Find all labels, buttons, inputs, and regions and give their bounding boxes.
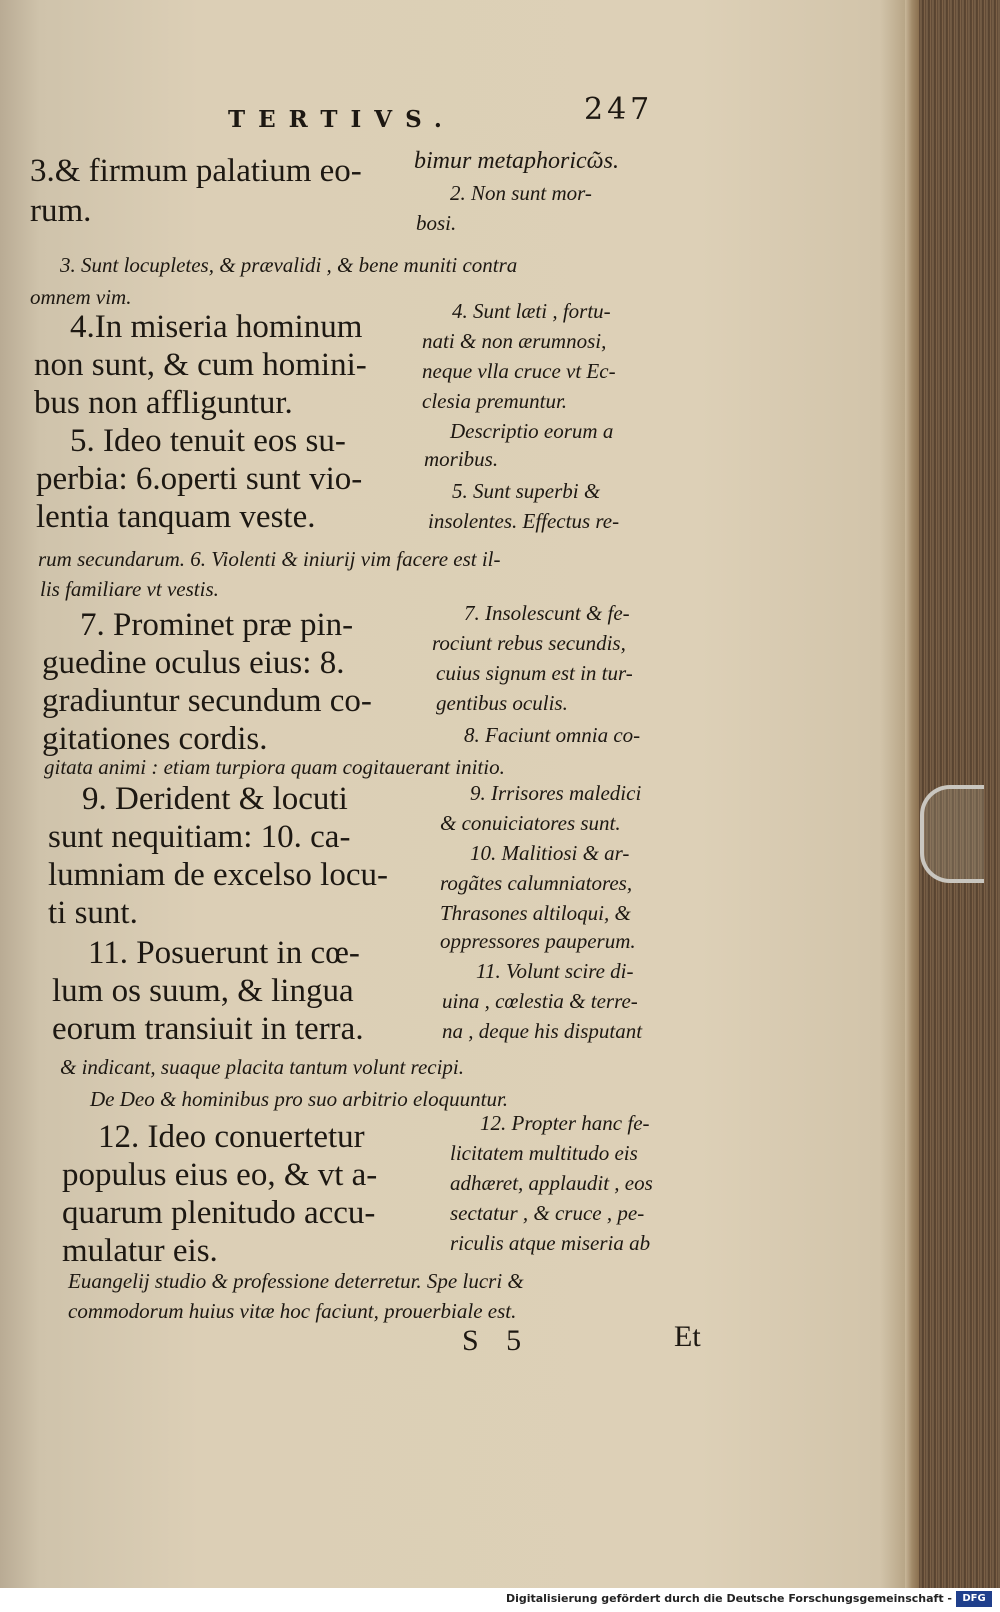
text-line: perbia: 6.operti sunt vio- <box>36 461 363 497</box>
page-edge <box>905 0 919 1588</box>
text-line: sunt nequitiam: 10. ca- <box>48 819 351 855</box>
gloss-line: & conuiciatores sunt. <box>440 811 621 835</box>
text-line: gitationes cordis. <box>42 721 268 757</box>
gloss-line: bosi. <box>416 211 457 235</box>
gloss-line: adhæret, applaudit , eos <box>450 1171 653 1195</box>
text-line: lumniam de excelso locu- <box>48 857 388 893</box>
gloss-line: & indicant, suaque placita tantum volunt recipi. <box>60 1055 465 1079</box>
text-line: lum os suum, & lingua <box>52 973 354 1009</box>
gloss-line: commodorum huius vitæ hoc faciunt, prouerbiale est. <box>68 1299 517 1323</box>
gloss-line: bimur metaphoricῶs. <box>414 148 619 174</box>
gloss-line: na , deque his disputant <box>442 1019 643 1043</box>
gloss-line: gitata animi : etiam turpiora quam cogitauerant initio. <box>44 755 505 779</box>
text-line: lentia tanquam veste. <box>36 499 316 535</box>
gloss-line: cuius signum est in tur- <box>436 661 633 685</box>
text-line: bus non affliguntur. <box>34 385 293 421</box>
text-line: 12. Ideo conuertetur <box>98 1119 365 1155</box>
gloss-line: Euangelij studio & professione deterretur. Spe lucri & <box>68 1269 524 1293</box>
gloss-line: sectatur , & cruce , pe- <box>450 1201 645 1225</box>
signature-mark: S 5 <box>462 1324 522 1357</box>
gloss-line: omnem vim. <box>30 285 132 309</box>
gloss-line: rogãtes calumniatores, <box>440 871 633 895</box>
gloss-line: rociunt rebus secundis, <box>432 631 626 655</box>
gloss-line: 8. Faciunt omnia co- <box>464 723 641 747</box>
page-number: 247 <box>584 92 654 127</box>
text-line: non sunt, & cum homini- <box>34 347 367 383</box>
text-line: quarum plenitudo accu- <box>62 1195 376 1231</box>
text-line: eorum transiuit in terra. <box>52 1011 364 1047</box>
text-line: 7. Prominet præ pin- <box>80 607 354 643</box>
gloss-line: moribus. <box>424 447 499 471</box>
gloss-line: riculis atque miseria ab <box>450 1231 651 1255</box>
catchword: Et <box>674 1320 701 1353</box>
running-head: TERTIVS. <box>228 106 455 133</box>
gloss-line: oppressores pauperum. <box>440 929 636 953</box>
gloss-line: licitatem multitudo eis <box>450 1141 638 1165</box>
text-line: mulatur eis. <box>62 1233 218 1269</box>
gloss-line: De Deo & hominibus pro suo arbitrio eloquuntur. <box>90 1087 509 1111</box>
gloss-line: neque vlla cruce vt Ec- <box>422 359 616 383</box>
text-line: 4.In miseria hominum <box>70 309 363 345</box>
text-line: ti sunt. <box>48 895 138 931</box>
gloss-line: insolentes. Effectus re- <box>428 509 620 533</box>
text-line: gradiuntur secundum co- <box>42 683 372 719</box>
funding-credit: Digitalisierung gefördert durch die Deutsche Forschungsgemeinschaft - <box>505 1592 952 1605</box>
gloss-line: gentibus oculis. <box>436 691 568 715</box>
text-line: populus eius eo, & vt a- <box>62 1157 378 1193</box>
gloss-line: clesia premuntur. <box>422 389 568 413</box>
gloss-line: uina , cœlestia & terre- <box>442 989 638 1013</box>
gloss-line: Descriptio eorum a <box>450 419 614 443</box>
text-line: 11. Posuerunt in cœ- <box>88 935 360 971</box>
gloss-line: rum secundarum. 6. Violenti & iniurij vim facere est il- <box>38 547 501 571</box>
text-line: 9. Derident & locuti <box>82 781 348 817</box>
gloss-line: Thrasones altiloqui, & <box>440 901 631 925</box>
text-line: 3.& firmum palatium eo- <box>30 153 362 189</box>
gloss-line: 10. Malitiosi & ar- <box>470 841 630 865</box>
gloss-line: 9. Irrisores maledici <box>470 781 642 805</box>
gloss-line: 7. Insolescunt & fe- <box>464 601 630 625</box>
gloss-line: 4. Sunt læti , fortu- <box>452 299 611 323</box>
dfg-logo: DFG <box>956 1591 992 1607</box>
text-line: guedine oculus eius: 8. <box>42 645 345 681</box>
page-clip-marker <box>920 785 984 883</box>
text-line: rum. <box>30 193 92 229</box>
gloss-line: 12. Propter hanc fe- <box>480 1111 650 1135</box>
gloss-line: 3. Sunt locupletes, & prævalidi , & bene muniti contra <box>60 253 518 277</box>
text-line: 5. Ideo tenuit eos su- <box>70 423 346 459</box>
gloss-line: lis familiare vt vestis. <box>40 577 219 601</box>
gloss-line: nati & non ærumnosi, <box>422 329 607 353</box>
gloss-line: 2. Non sunt mor- <box>450 181 592 205</box>
gloss-line: 11. Volunt scire di- <box>476 959 634 983</box>
gloss-line: 5. Sunt superbi & <box>452 479 601 503</box>
